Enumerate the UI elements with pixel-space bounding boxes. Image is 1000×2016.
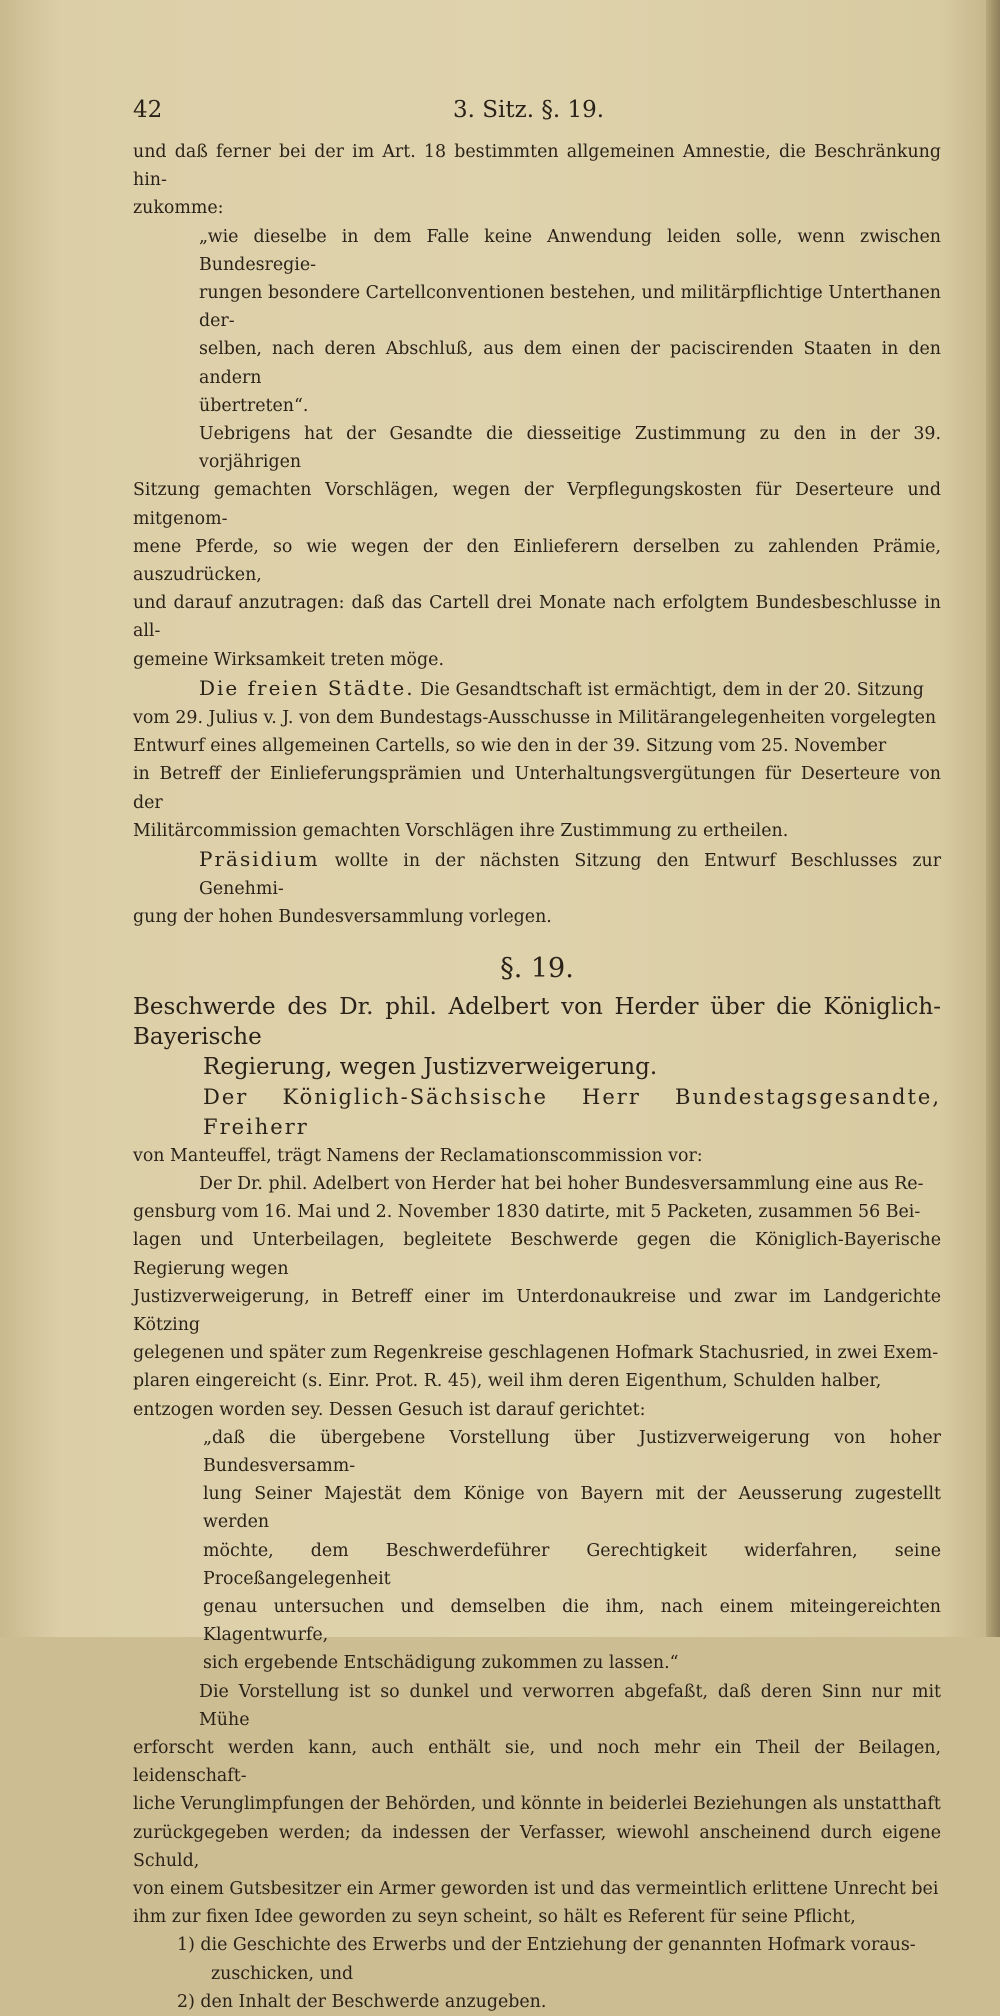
text-line: liche Verunglimpfungen der Behörden, und könnte in beiderlei Beziehungen als unstatthaft xyxy=(133,1794,941,1815)
title-line: Beschwerde des Dr. phil. Adelbert von Herder über die Königlich-Bayerische xyxy=(133,993,941,1050)
text-line: rungen besondere Cartellconventionen bestehen, und militärpflichtige Unterthanen der- xyxy=(199,283,941,332)
page-number: 42 xyxy=(133,97,163,123)
text-line: „wie dieselbe in dem Falle keine Anwendung leiden solle, wenn zwischen Bundesregie- xyxy=(199,226,941,275)
paragraph-lead: Die freien Städte. xyxy=(199,675,415,700)
text-line: lung Seiner Majestät dem Könige von Bayern mit der Aeusserung zugestellt werden xyxy=(203,1484,941,1533)
text-line: Der Königlich-Sächsische Herr Bundestagsgesandte, Freiherr xyxy=(203,1084,941,1139)
text-line: Uebrigens hat der Gesandte die diesseitige Zustimmung zu den in der 39. vorjährigen xyxy=(199,424,941,473)
text-line: erforscht werden kann, auch enthält sie, und noch mehr ein Theil der Beilagen, leidenschaft- xyxy=(133,1737,941,1787)
paragraph-gesandter xyxy=(133,1082,941,1170)
text-line: wollte in der nächsten Sitzung den Entwurf Beschlusses zur Genehmi- xyxy=(199,851,942,900)
quotation-2 xyxy=(133,1424,941,1678)
text-line: übertreten“. xyxy=(199,395,309,416)
paragraph-herder xyxy=(133,1170,941,1424)
text-line: von Manteuffel, trägt Namens der Reclamationscommission vor: xyxy=(133,1145,703,1166)
text-line: gung der hohen Bundesversammlung vorlegen. xyxy=(133,907,552,928)
text-line: Die Gesandtschaft ist ermächtigt, dem in der 20. Sitzung xyxy=(420,679,924,700)
text-line: Justizverweigerung, in Betreff einer im Unterdonaukreise und zwar im Landgerichte Kötzing xyxy=(133,1286,941,1335)
text-line: gensburg vom 16. Mai und 2. November 1830 datirte, mit 5 Packeten, zusammen 56 Bei- xyxy=(133,1202,921,1223)
list-item-continuation: zuschicken, und xyxy=(211,1963,354,1984)
list-item: 2) den Inhalt der Beschwerde anzugeben. xyxy=(177,1991,547,2012)
paragraph-freie-staedte xyxy=(133,674,941,845)
text-line: entzogen worden sey. Dessen Gesuch ist darauf gerichtet: xyxy=(133,1399,646,1420)
text-line: Entwurf eines allgemeinen Cartells, so wie den in der 39. Sitzung vom 25. November xyxy=(133,736,887,757)
text-line: mene Pferde, so wie wegen der den Einlieferern derselben zu zahlenden Prämie, auszudrücken, xyxy=(133,536,941,586)
text-line: selben, nach deren Abschluß, aus dem einen der paciscirenden Staaten in den andern xyxy=(199,339,941,388)
text-line: ihm zur fixen Idee geworden zu seyn scheint, so hält es Referent für seine Pflicht, xyxy=(133,1907,856,1928)
paragraph-uebrigens xyxy=(133,420,941,674)
running-title: 3. Sitz. §. 19. xyxy=(453,97,605,123)
text-line: „daß die übergebene Vorstellung über Justizverweigerung von hoher Bundesversamm- xyxy=(203,1427,941,1476)
text-line: zukomme: xyxy=(133,198,224,219)
text-line: Der Dr. phil. Adelbert von Herder hat bei hoher Bundesversammlung eine aus Re- xyxy=(199,1173,924,1194)
text-line: von einem Gutsbesitzer ein Armer geworden ist und das vermeintlich erlittene Unrecht bei xyxy=(133,1878,939,1899)
text-line: und darauf anzutragen: daß das Cartell drei Monate nach erfolgtem Bundesbeschlusse in all- xyxy=(133,593,941,642)
page-edge xyxy=(986,0,1000,1637)
page-header xyxy=(0,97,1000,127)
title-line: Regierung, wegen Justizverweigerung. xyxy=(203,1053,658,1080)
text-line: sich ergebende Entschädigung zukommen zu lassen.“ xyxy=(203,1653,679,1674)
section-number: §. 19. xyxy=(500,952,574,984)
text-line: gemeine Wirksamkeit treten möge. xyxy=(133,649,444,670)
text-line: plaren eingereicht (s. Einr. Prot. R. 45), weil ihm deren Eigenthum, Schulden halber, xyxy=(133,1371,882,1392)
text-line: vom 29. Julius v. J. von dem Bundestags-Ausschusse in Militärangelegenheiten vorgelegten xyxy=(133,708,937,729)
text-line: zurückgegeben werden; da indessen der Verfasser, wiewohl anscheinend durch eigene Schuld, xyxy=(133,1822,941,1871)
text-line: möchte, dem Beschwerdeführer Gerechtigkeit widerfahren, seine Proceßangelegenheit xyxy=(203,1540,941,1589)
text-line: in Betreff der Einlieferungsprämien und Unterhaltungsvergütungen für Deserteure von der xyxy=(133,764,941,813)
text-line: gelegenen und später zum Regenkreise geschlagenen Hofmark Stachusried, in zwei Exem- xyxy=(133,1343,939,1364)
text-line: Sitzung gemachten Vorschlägen, wegen der Verpflegungskosten für Deserteure und mitgenom- xyxy=(133,480,941,529)
quotation-1 xyxy=(133,223,941,420)
text-line: lagen und Unterbeilagen, begleitete Beschwerde gegen die Königlich-Bayerische Regierung wegen xyxy=(133,1230,941,1279)
numbered-list xyxy=(133,1931,941,2016)
paragraph-lead: Präsidium xyxy=(199,847,320,872)
paragraph-praesidium xyxy=(133,845,941,932)
list-item: 1) die Geschichte des Erwerbs und der Entziehung der genannten Hofmark voraus- xyxy=(177,1935,916,1956)
text-line: und daß ferner bei der im Art. 18 bestimmten allgemeinen Amnestie, die Beschränkung hin- xyxy=(133,142,941,191)
text-line: Militärcommission gemachten Vorschlägen ihre Zustimmung zu ertheilen. xyxy=(133,820,789,841)
section-title xyxy=(133,992,941,1082)
body-text xyxy=(133,138,941,2016)
text-line: genau untersuchen und demselben die ihm, nach einem miteingereichten Klagentwurfe, xyxy=(203,1596,941,1646)
text-line: Die Vorstellung ist so dunkel und verworren abgefaßt, daß deren Sinn nur mit Mühe xyxy=(199,1681,941,1730)
paragraph-vorstellung xyxy=(133,1678,941,1932)
